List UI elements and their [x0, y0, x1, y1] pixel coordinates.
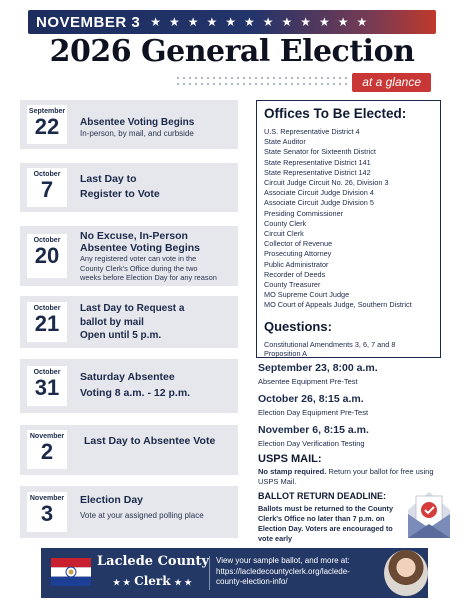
- offices-heading: Offices To Be Elected:: [264, 106, 407, 121]
- office-item: County Treasurer: [264, 280, 321, 290]
- event-card: [20, 163, 238, 212]
- date-box: [27, 234, 67, 278]
- office-item: State Auditor: [264, 137, 306, 147]
- event-day: 3: [40, 501, 54, 526]
- event-title: Last Day to Request a ballot by mail Open until 5 p.m.: [80, 303, 185, 341]
- ballot-return-title: BALLOT RETURN DEADLINE:: [258, 491, 386, 501]
- event-title: No Excuse, In-Person Absentee Voting Begins: [80, 230, 200, 254]
- test-date-sub: Absentee Equipment Pre-Test: [258, 377, 358, 386]
- test-date: [258, 362, 438, 386]
- office-item: Public Administrator: [264, 259, 329, 269]
- questions-heading: Questions:: [264, 318, 332, 334]
- event-card: [20, 100, 238, 149]
- event-title: Saturday Absentee Voting 8 a.m. - 12 p.m.: [80, 371, 191, 399]
- date-box: [27, 430, 67, 469]
- event-month: October: [33, 369, 61, 376]
- office-item: Associate Circuit Judge Division 4: [264, 188, 374, 198]
- event-card: [20, 486, 238, 538]
- office-item: County Clerk: [264, 218, 307, 228]
- ballot-return-text: Ballots must be returned to the County Clerk's Office no later than 7 p.m. on Election Day. Voters are encouraged to vote early: [258, 504, 393, 543]
- office-item: MO Supreme Court Judge: [264, 290, 350, 300]
- office-item: Collector of Revenue: [264, 239, 333, 249]
- usps-section: [258, 453, 443, 487]
- test-date: [258, 393, 438, 417]
- office-item: Recorder of Deeds: [264, 269, 326, 279]
- subtitle-bar: [175, 72, 431, 92]
- test-date-title: October 26, 8:15 a.m.: [258, 393, 364, 405]
- test-date-title: September 23, 8:00 a.m.: [258, 362, 378, 374]
- dot-pattern: [175, 75, 348, 89]
- office-item: U.S. Representative District 4: [264, 127, 360, 136]
- date-box: [27, 492, 67, 532]
- event-day: 20: [34, 243, 60, 268]
- clerk-name: Laclede County: [97, 554, 210, 569]
- office-item: Circuit Judge Circuit No. 26, Division 3: [264, 178, 389, 188]
- event-month: October: [33, 237, 61, 244]
- event-day: 31: [34, 375, 60, 400]
- event-month: October: [33, 171, 61, 178]
- clerk-photo: [384, 550, 428, 596]
- usps-bold: No stamp required.: [258, 467, 327, 476]
- event-title: Election Day: [80, 494, 144, 506]
- event-title: Last Day to Register to Vote: [80, 173, 160, 200]
- usps-title: USPS MAIL:: [258, 453, 322, 465]
- event-title: Absentee Voting Begins: [80, 117, 195, 128]
- star-icon: ★ ★: [113, 577, 131, 587]
- clerk-sub-label: Clerk: [134, 574, 171, 588]
- clerk-title: [109, 574, 196, 588]
- event-description: In-person, by mail, and curbside: [80, 129, 194, 138]
- event-month: November: [29, 495, 65, 502]
- event-card: [20, 296, 238, 348]
- offices-box: [256, 100, 441, 358]
- footer-text: View your sample ballot, and more at: https://lacledecountyclerk.org/laclede-county-election-info/: [216, 556, 350, 586]
- page-title: 2026 General Election: [49, 34, 415, 69]
- divider: [209, 556, 210, 590]
- event-title: Last Day to Absentee Vote: [84, 435, 216, 447]
- office-item: State Representative District 141: [264, 157, 371, 167]
- missouri-flag-icon: [51, 558, 91, 586]
- event-card: [20, 425, 238, 475]
- date-box: [27, 302, 67, 342]
- event-month: September: [28, 108, 66, 115]
- office-item: Associate Circuit Judge Division 5: [264, 198, 374, 208]
- event-day: 22: [34, 114, 60, 139]
- test-date: [258, 424, 438, 448]
- envelope-check-icon: [404, 484, 454, 540]
- test-date-sub: Election Day Verification Testing: [258, 439, 365, 448]
- ballot-return-section: [258, 491, 398, 544]
- star-icon: ★ ★: [174, 577, 192, 587]
- questions-text: Constitutional Amendments 3, 6, 7 and 8 Proposition A: [264, 339, 396, 359]
- event-month: October: [33, 305, 61, 312]
- event-day: 21: [34, 311, 60, 336]
- office-item: Circuit Clerk: [264, 229, 304, 239]
- event-card: [20, 226, 238, 286]
- event-month: November: [29, 433, 65, 440]
- event-day: 7: [40, 177, 54, 202]
- test-date-title: November 6, 8:15 a.m.: [258, 424, 369, 436]
- office-item: MO Court of Appeals Judge, Southern District: [264, 300, 412, 310]
- event-description: Vote at your assigned polling place: [80, 511, 204, 520]
- office-item: Prosecuting Attorney: [264, 249, 332, 259]
- date-box: [27, 366, 67, 406]
- event-day: 2: [40, 439, 54, 464]
- election-date: NOVEMBER 3: [36, 13, 141, 31]
- test-date-sub: Election Day Equipment Pre-Test: [258, 408, 369, 417]
- office-item: Presiding Commissioner: [264, 208, 344, 218]
- stars-decoration: ★★★★★★★★★★★★: [150, 15, 376, 29]
- footer: [41, 548, 428, 598]
- usps-body: Return your ballot for free using USPS Mail.: [258, 467, 434, 486]
- offices-list: [257, 121, 440, 311]
- office-item: State Representative District 142: [264, 167, 371, 177]
- subtitle-tag: at a glance: [352, 73, 431, 92]
- date-box: [27, 105, 67, 144]
- header-banner: [28, 10, 436, 34]
- event-description: Any registered voter can vote in the County Clerk's Office during the two weeks before Election Day for any reason: [80, 254, 217, 282]
- event-card: [20, 359, 238, 413]
- office-item: State Senator for Sixteenth District: [264, 147, 376, 157]
- date-box: [27, 168, 67, 207]
